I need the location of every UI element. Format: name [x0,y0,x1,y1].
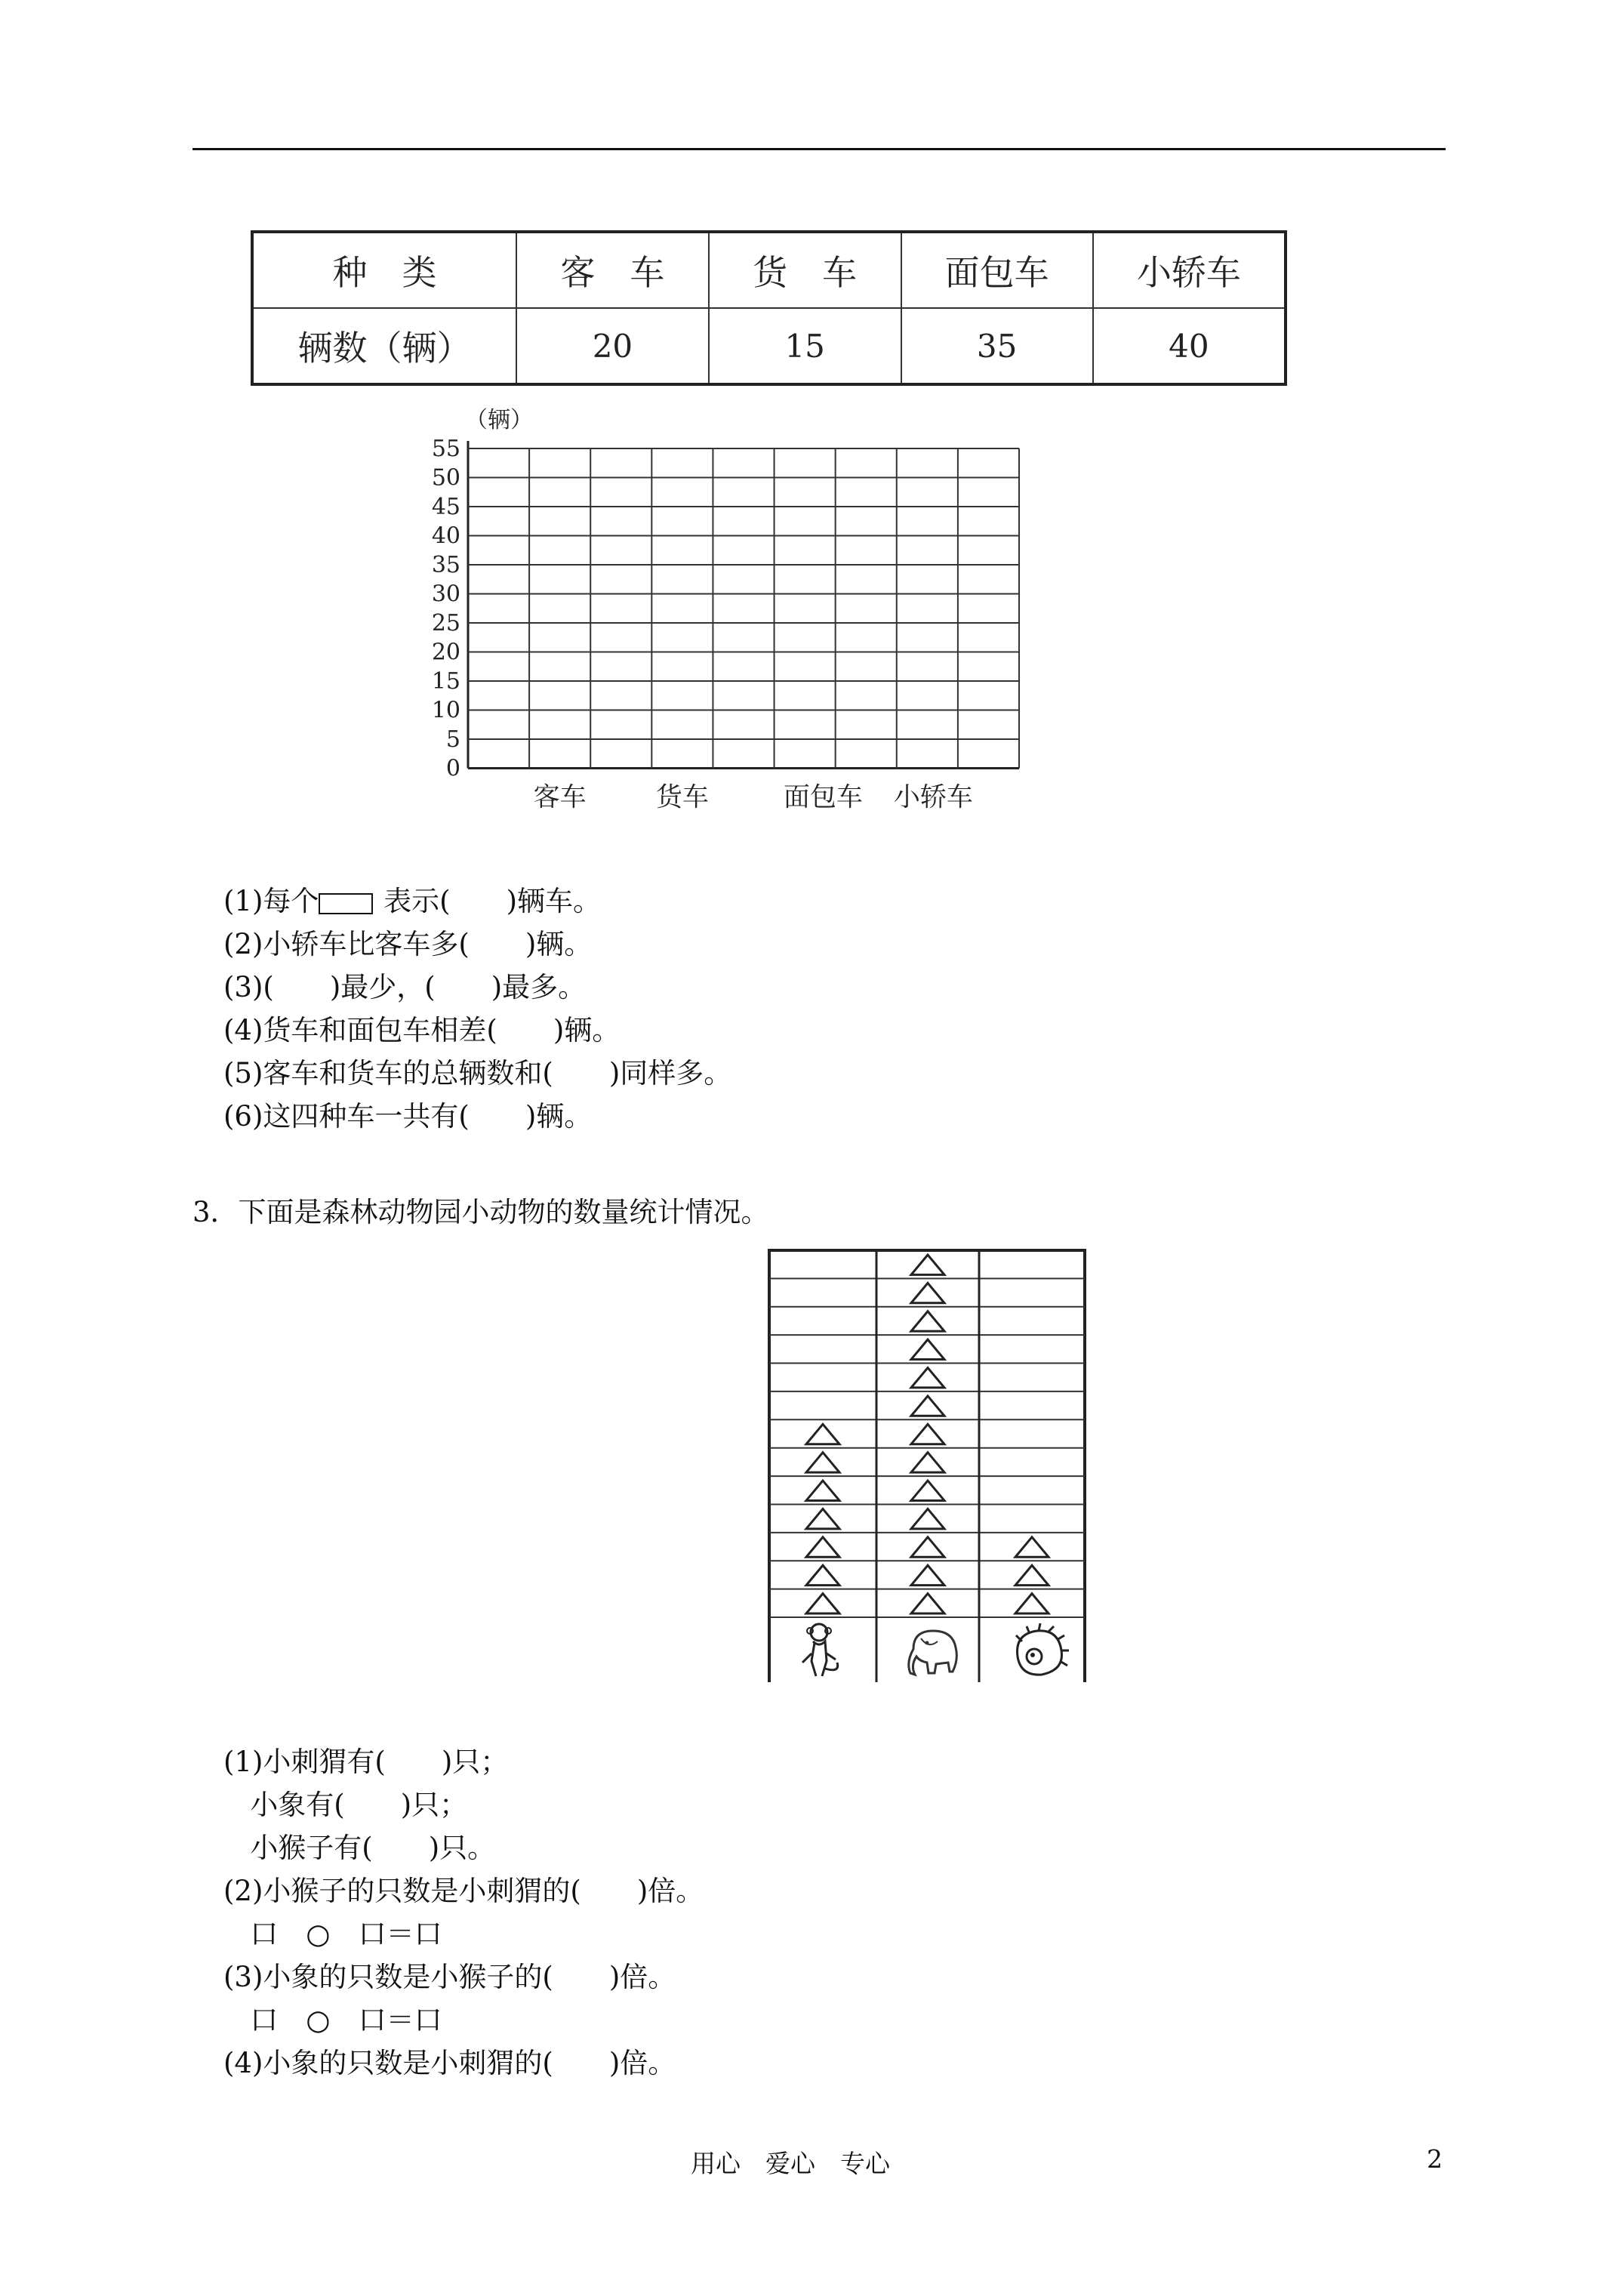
question-2-1 [223,885,601,918]
table-cell: 20 [516,308,709,384]
pictograph-marks [806,1255,1049,1613]
y-axis-ticks [432,436,460,782]
triangle-mark [911,1368,944,1388]
triangle-mark [806,1565,839,1585]
question-2-5: (5)客车和货车的总辆数和( )同样多。 [223,1057,732,1089]
table-row-label: 辆数（辆） [252,308,516,384]
y-tick-label: 5 [445,726,460,753]
x-category-label: 客车 [533,782,587,813]
table-header-cell: 客 车 [516,232,709,308]
table-header-row [252,232,1286,308]
table-header-cell: 小轿车 [1093,232,1286,308]
table-cell: 15 [709,308,901,384]
x-category-label: 小轿车 [893,782,973,813]
y-axis-unit-label: （辆） [465,408,533,433]
triangle-mark [911,1481,944,1500]
pictograph-grid [769,1250,1085,1682]
equation-blank-row: 口 ○ 口＝口 [223,2004,442,2036]
question-3-1c: 小猴子有( )只。 [223,1832,496,1864]
page-footer: 用心 爱心 专心 [691,2149,890,2178]
y-tick-label: 20 [431,639,460,666]
vehicle-count-table [251,230,1287,386]
elephant-icon [909,1631,957,1675]
triangle-mark [1015,1594,1049,1613]
triangle-mark [806,1453,839,1472]
page-number: 2 [1427,2144,1443,2174]
vehicle-grid-chart [423,408,1042,815]
x-axis-categories [534,783,973,813]
triangle-mark [911,1453,944,1472]
triangle-mark [806,1509,839,1528]
hedgehog-icon [1016,1623,1069,1675]
triangle-mark [911,1594,944,1613]
header-rule [192,148,1446,150]
y-tick-label: 35 [431,552,460,578]
triangle-mark [911,1396,944,1416]
triangle-mark [911,1311,944,1331]
table-cell: 35 [901,308,1093,384]
y-tick-label: 30 [431,581,460,608]
question-3-1b: 小象有( )只； [223,1789,468,1821]
table-cell: 40 [1093,308,1286,384]
triangle-mark [911,1537,944,1557]
x-category-label: 货车 [655,782,709,813]
y-tick-label: 45 [431,494,460,520]
monkey-icon [802,1624,838,1676]
y-tick-label: 0 [445,755,460,782]
triangle-mark [806,1594,839,1613]
triangle-mark [911,1509,944,1528]
y-tick-label: 10 [431,697,460,724]
table-header-cell: 货 车 [709,232,901,308]
y-tick-label: 40 [431,522,460,550]
animal-pictograph [766,1244,1098,1682]
chart-grid [468,441,1019,769]
question-3-3: (3)小象的只数是小猴子的( )倍。 [223,1961,676,1993]
triangle-mark [911,1339,944,1359]
triangle-mark [1015,1537,1049,1557]
y-tick-label: 15 [431,668,460,695]
table-row [252,308,1286,384]
section-3-title: 3．下面是森林动物园小动物的数量统计情况。 [192,1196,769,1228]
triangle-mark [1015,1565,1049,1585]
question-2-2: (2)小轿车比客车多( )辆。 [223,928,593,960]
triangle-mark [911,1283,944,1302]
question-2-4: (4)货车和面包车相差( )辆。 [223,1014,621,1046]
table-header-cell: 面包车 [901,232,1093,308]
triangle-mark [806,1424,839,1444]
unit-rectangle-icon [319,893,373,914]
triangle-mark [806,1481,839,1500]
triangle-mark [911,1424,944,1444]
question-text: (1)每个 [223,885,319,917]
equation-blank-row: 口 ○ 口＝口 [223,1918,442,1950]
triangle-mark [911,1255,944,1274]
question-text: 表示( )辆车。 [374,885,602,917]
y-tick-label: 25 [431,610,460,636]
triangle-mark [911,1565,944,1585]
question-3-2: (2)小猴子的只数是小刺猬的( )倍。 [223,1875,704,1907]
x-category-label: 面包车 [783,782,863,813]
triangle-mark [806,1537,839,1557]
table-header-cell: 种 类 [252,232,516,308]
question-2-6: (6)这四种车一共有( )辆。 [223,1100,593,1133]
question-3-1: (1)小刺猬有( )只； [223,1746,509,1778]
question-2-3: (3)( )最少，( )最多。 [223,971,587,1003]
question-3-4: (4)小象的只数是小刺猬的( )倍。 [223,2047,676,2079]
y-tick-label: 50 [431,464,460,492]
y-tick-label: 55 [431,436,460,462]
